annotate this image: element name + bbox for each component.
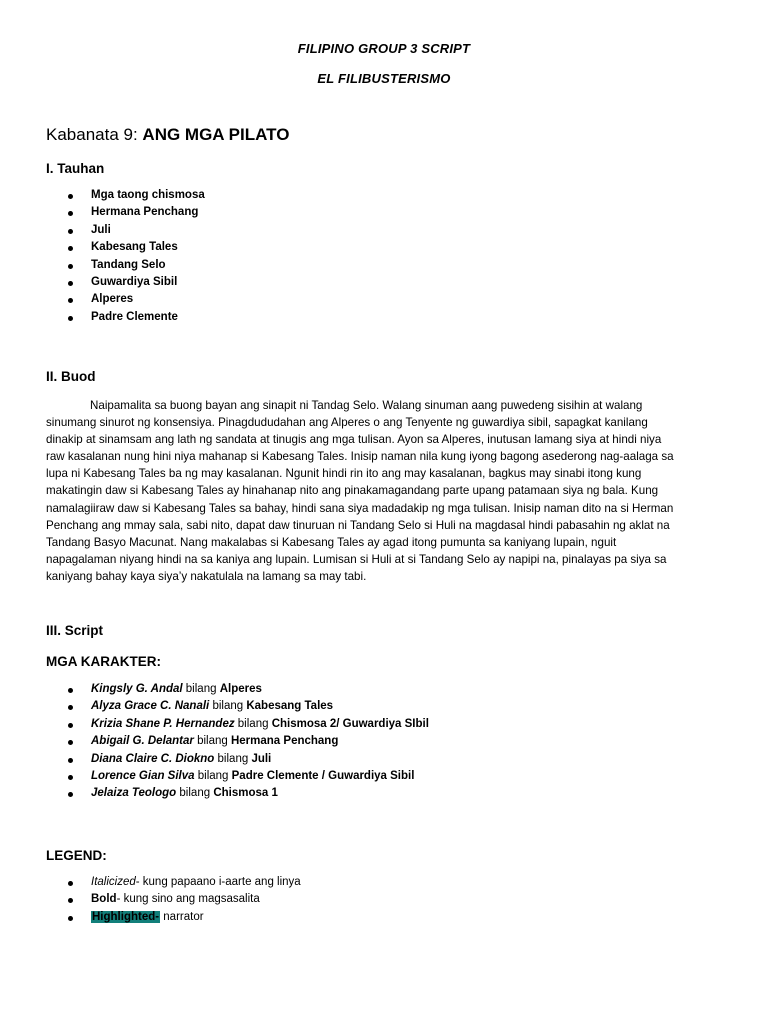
actor-name: Diana Claire C. Diokno bbox=[91, 752, 215, 765]
cast-list bbox=[66, 681, 429, 803]
actor-name: Abigail G. Delantar bbox=[91, 735, 194, 748]
paragraph-line: namalagiiraw daw si Kabesang Tales sa bahay, hindi sana siya madadakip ng mga tulisan. Inisip naman dito na si Herman bbox=[46, 501, 674, 515]
legend-item bbox=[66, 874, 301, 891]
role-name: Juli bbox=[251, 752, 272, 765]
cast-item bbox=[66, 751, 429, 768]
list-item: Tandang Selo bbox=[66, 257, 205, 274]
paragraph-line: Naipamalita sa buong bayan ang sinapit ni Tandag Selo. Walang sinuman aang puwedeng sisihin at walang bbox=[90, 399, 643, 412]
list-item: Hermana Penchang bbox=[66, 204, 205, 221]
cast-joiner: bilang bbox=[209, 700, 247, 713]
role-name: Alperes bbox=[219, 683, 262, 695]
legend-item bbox=[66, 891, 301, 908]
cast-joiner: bilang bbox=[234, 717, 272, 730]
actor-name: Alyza Grace C. Nanali bbox=[91, 700, 210, 713]
paragraph-line: raw kasalanan nung hini niya mahanap si Kabesang Tales. Inisip naman nila kung iyong bagong asederong nag-aalaga sa bbox=[46, 450, 674, 464]
role-name: Chismosa 1 bbox=[213, 787, 278, 800]
legend-heading: LEGEND: bbox=[46, 848, 107, 863]
tauhan-heading: I. Tauhan bbox=[46, 161, 105, 176]
chapter-name: ANG MGA PILATO bbox=[142, 125, 290, 144]
cast-item bbox=[66, 716, 429, 733]
cast-item bbox=[66, 733, 429, 750]
cast-joiner: bilang bbox=[194, 769, 232, 782]
paragraph-line: Penchang ang mmay sala, sabi nito, dapat daw tinuruan ni Tandang Selo si Huli na magdasal hindi pabasahin ng aklat na bbox=[46, 518, 670, 532]
role-name: Chismosa 2/ Guwardiya SIbil bbox=[271, 717, 429, 730]
list-item: Padre Clemente bbox=[66, 309, 205, 326]
role-name: Padre Clemente / Guwardiya Sibil bbox=[231, 769, 415, 782]
cast-joiner: bilang bbox=[182, 683, 220, 695]
document-subtitle: EL FILIBUSTERISMO bbox=[317, 71, 451, 86]
list-item: Kabesang Tales bbox=[66, 239, 205, 256]
cast-joiner: bilang bbox=[214, 752, 252, 765]
legend-highlight-term: Highlighted- bbox=[92, 910, 160, 923]
list-item: Alperes bbox=[66, 291, 205, 308]
karakter-heading: MGA KARAKTER: bbox=[46, 654, 161, 669]
actor-name: Krizia Shane P. Hernandez bbox=[91, 717, 235, 730]
paragraph-line: sinumang sinurot ng konsensiya. Pinagdududahan ang Alperes o ang Tenyente ng guwardiya sibil, sapagkat kanilang bbox=[46, 416, 648, 430]
list-item: Mga taong chismosa bbox=[66, 187, 205, 204]
cast-item bbox=[66, 698, 429, 715]
actor-name: Jelaiza Teologo bbox=[91, 787, 177, 800]
paragraph-line: napagalaman niyang hindi na sa kaniya ang lupain. Lumisan si Huli at si Tandang Selo ay napipi na, pinalayas pa siya sa bbox=[46, 552, 667, 566]
document-title: FILIPINO GROUP 3 SCRIPT bbox=[297, 41, 471, 56]
list-item: Juli bbox=[66, 222, 205, 239]
legend-term: Bold bbox=[91, 893, 117, 906]
cast-item bbox=[66, 768, 429, 785]
role-name: Kabesang Tales bbox=[246, 700, 334, 713]
legend-list bbox=[66, 874, 301, 926]
list-item: Guwardiya Sibil bbox=[66, 274, 205, 291]
paragraph-line: dinakip at sinamsam ang lath ng sandata at tinugis ang mga tulisan. Ayon sa Alperes, inutusan lamang siya at hindi niya bbox=[46, 433, 662, 447]
cast-joiner: bilang bbox=[176, 787, 214, 800]
script-heading: III. Script bbox=[46, 623, 104, 638]
buod-heading: II. Buod bbox=[46, 369, 96, 384]
actor-name: Lorence Gian Silva bbox=[91, 769, 195, 782]
legend-item bbox=[66, 909, 301, 926]
chapter-prefix: Kabanata 9: bbox=[46, 125, 143, 144]
legend-desc: - kung papaano i-aarte ang linya bbox=[135, 876, 301, 888]
buod-paragraph bbox=[46, 397, 722, 585]
legend-desc: - kung sino ang magsasalita bbox=[116, 893, 260, 906]
paragraph-line: kaniyang bahay kaya siya’y nakatulala na lamang sa may tabi. bbox=[46, 569, 367, 583]
cast-joiner: bilang bbox=[193, 735, 231, 748]
paragraph-line: makatingin daw si Kabesang Tales ay hinahanap nito ang pinakamagandang parte upang patamaan siya ng bala. Kung bbox=[46, 484, 659, 498]
role-name: Hermana Penchang bbox=[230, 735, 339, 748]
paragraph-line: lupa ni Kabesang Tales ba ng may kasalanan. Ngunit hindi rin ito ang may kasalanan, bagkus may sinabi itong kung bbox=[46, 467, 642, 481]
legend-term: Italicized bbox=[91, 876, 136, 888]
cast-item bbox=[66, 785, 429, 802]
cast-item bbox=[66, 681, 429, 698]
legend-desc: narrator bbox=[160, 910, 204, 923]
actor-name: Kingsly G. Andal bbox=[91, 683, 183, 695]
paragraph-line: Tandang Basyo Macunat. Nang makalabas si Kabesang Tales ay agad itong pumunta sa kaniyang lupain, nguit bbox=[46, 535, 617, 549]
chapter-heading bbox=[46, 125, 289, 145]
tauhan-list bbox=[66, 187, 205, 326]
